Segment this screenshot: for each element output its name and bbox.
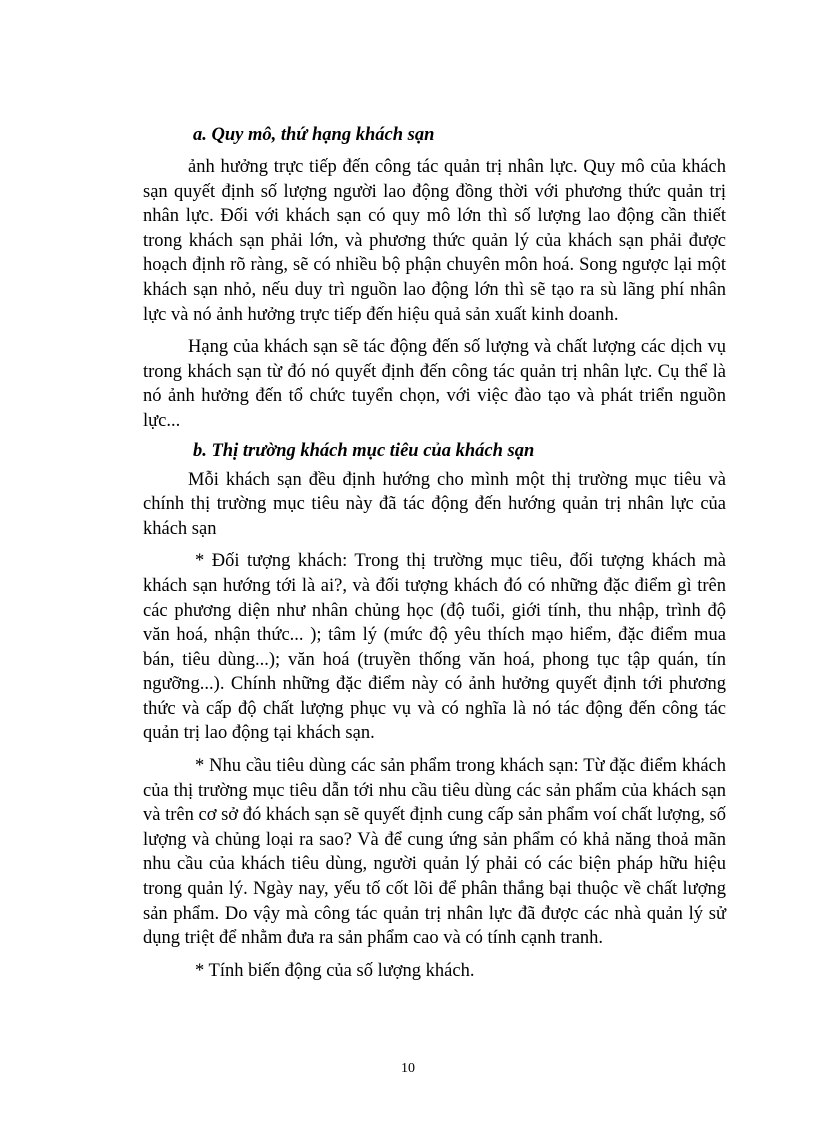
section-a-paragraph-2: Hạng của khách sạn sẽ tác động đến số lượng và chất lượng các dịch vụ trong khách sạn từ đó nó quyết định đến công tác quản trị nhân lực. Cụ thể là nó ảnh hưởng đến tổ chức tuyển chọn, với việc đào tạo và phát triển nguồn lực... bbox=[143, 337, 726, 431]
page-body bbox=[143, 122, 726, 983]
section-b-paragraph-4: * Tính biến động của số lượng khách. bbox=[195, 960, 475, 981]
section-b-paragraph-1: Mỗi khách sạn đều định hướng cho mình một thị trường mục tiêu và chính thị trường mục tiêu này đã tác động đến hướng quản trị nhân lực của khách sạn bbox=[143, 469, 726, 539]
section-a-heading: a. Quy mô, thứ hạng khách sạn bbox=[193, 125, 435, 145]
section-a-paragraph-1: ảnh hưởng trực tiếp đến công tác quản trị nhân lực. Quy mô của khách sạn quyết định số lượng người lao động đồng thời với phương thức quản trị nhân lực. Đối với khách sạn có quy mô lớn thì số lượng lao động cần thiết trong khách sạn phải lớn, và phương thức quản lý của khách sạn phải được hoạch định rõ ràng, sẽ có nhiều bộ phận chuyên môn hoá. Song ngược lại một khách sạn nhỏ, nếu duy trì nguồn lao động lớn thì sẽ tạo ra sù lãng phí nhân lực và nó ảnh hưởng trực tiếp đến hiệu quả sản xuất kinh doanh. bbox=[143, 157, 726, 325]
page-number: 10 bbox=[401, 1061, 415, 1076]
section-b-paragraph-3: * Nhu cầu tiêu dùng các sản phẩm trong khách sạn: Từ đặc điểm khách của thị trường mục tiêu dẫn tới nhu cầu tiêu dùng các sản phẩm của khách sạn và trên cơ sở đó khách sạn sẽ quyết định cung cấp sản phẩm voí chất lượng, số lượng và chủng loại ra sao? Và để cung ứng sản phẩm có khả năng thoả mãn nhu cầu của khách tiêu dùng, người quản lý phải có các biện pháp hữu hiệu trong quản lý. Ngày nay, yếu tố cốt lõi để phân thắng bại thuộc về chất lượng sản phẩm. Do vậy mà công tác quản trị nhân lực đã được các nhà quản lý sử dụng triệt để nhằm đưa ra sản phẩm cao và có tính cạnh tranh. bbox=[143, 756, 726, 949]
section-b-heading: b. Thị trường khách mục tiêu của khách sạn bbox=[193, 440, 535, 461]
section-b-paragraph-2: * Đối tượng khách: Trong thị trường mục tiêu, đối tượng khách mà khách sạn hướng tới là ai?, và đối tượng khách đó có những đặc điểm gì trên các phương diện như nhân chủng học (độ tuổi, giới tính, thu nhập, trình độ văn hoá, nhận thức... ); tâm lý (mức độ yêu thích mạo hiểm, đặc điểm mua bán, tiêu dùng...); văn hoá (truyền thống văn hoá, phong tục tập quán, tín ngưỡng...). Chính những đặc điểm này có ảnh hưởng quyết định tới phương thức và cấp độ chất lượng phục vụ và có nghĩa là nó tác động đến công tác quản trị lao động tại khách sạn. bbox=[143, 551, 726, 744]
